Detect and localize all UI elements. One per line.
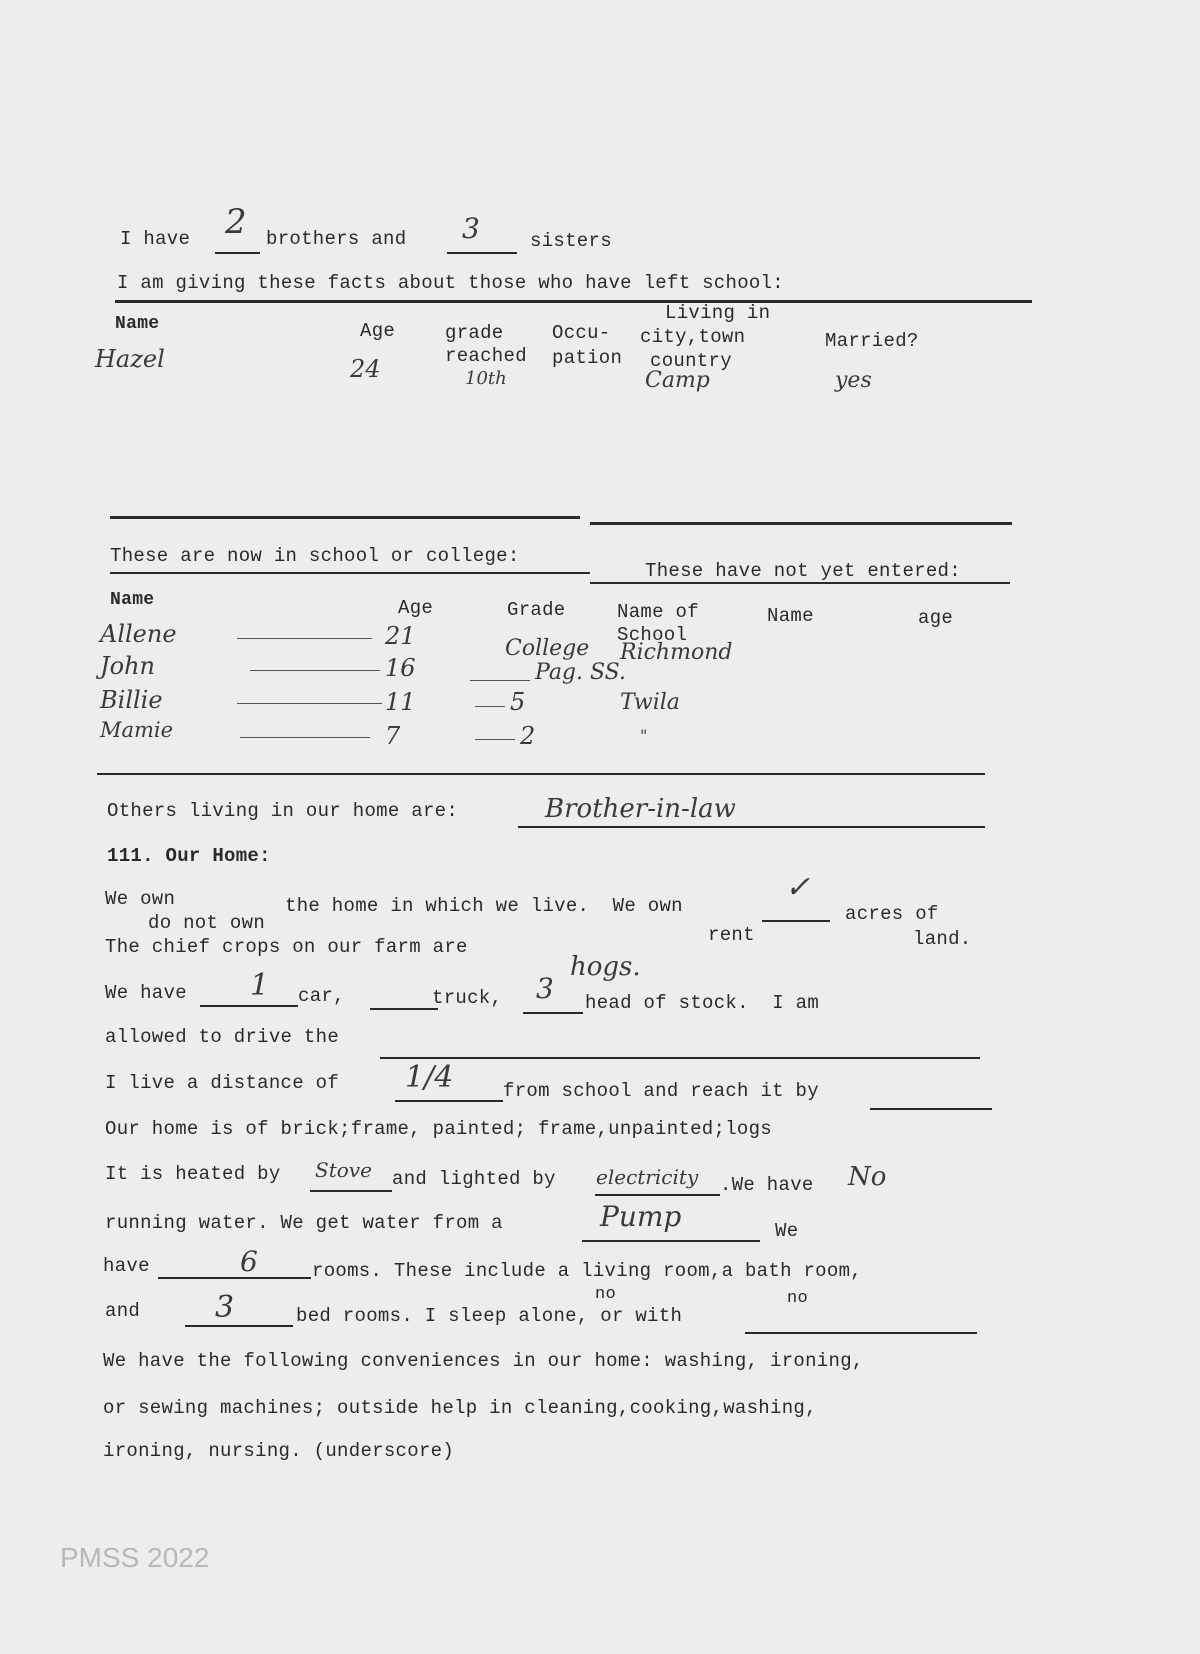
school-row-grade[interactable]: College [505, 636, 590, 661]
row-dash [237, 638, 372, 639]
stock-label: head of stock. I am [585, 992, 820, 1014]
acres-label: acres of [845, 903, 939, 925]
left-living[interactable]: Camp [645, 368, 710, 393]
school-row-grade[interactable]: 2 [520, 722, 536, 750]
school-col-school-2: School [617, 624, 688, 646]
conveniences-2: or sewing machines; outside help in cleaning,cooking,washing, [103, 1397, 817, 1419]
distance-suffix: from school and reach it by [503, 1080, 819, 1102]
school-row-grade[interactable]: 5 [510, 688, 526, 716]
sleep-with-blank [745, 1332, 977, 1334]
acres-blank [762, 920, 830, 922]
col-living-2: city,town [640, 326, 746, 348]
school-row-school[interactable]: Richmond [620, 640, 733, 665]
conveniences-3: ironing, nursing. (underscore) [103, 1440, 455, 1462]
distance-value[interactable]: 1/4 [405, 1060, 454, 1095]
school-row-age[interactable]: 7 [385, 722, 401, 750]
not-entered-heading: These have not yet entered: [645, 560, 961, 582]
school-row-age[interactable]: 11 [385, 688, 416, 716]
car-label: car, [298, 985, 345, 1007]
row-dash [237, 703, 382, 704]
school-col-school-1: Name of [617, 601, 699, 623]
lighted-label: and lighted by [392, 1168, 556, 1190]
distance-blank [395, 1100, 503, 1102]
truck-blank [370, 1008, 438, 1010]
col-living-3: country [650, 350, 732, 372]
have-label: We have [105, 982, 187, 1004]
rooms-label: rooms. These include a living room,a bath room, [312, 1260, 862, 1282]
own-text: the home in which we live. We own [285, 895, 683, 917]
in-school-heading: These are now in school or college: [110, 545, 520, 567]
row-dash [475, 706, 505, 707]
school-row-school[interactable]: " [640, 726, 648, 745]
car-blank [200, 1005, 298, 1007]
school-row-name[interactable]: Allene [100, 620, 177, 648]
brothers-blank [215, 252, 260, 254]
section-title: 111. Our Home: [107, 845, 271, 867]
crops-label: The chief crops on our farm are [105, 936, 468, 958]
col-grade-1: grade [445, 322, 504, 344]
and-label: and [105, 1300, 141, 1322]
stock-value[interactable]: 3 [536, 972, 554, 1005]
lighted-value[interactable]: electricity [596, 1165, 699, 1189]
stock-note: hogs. [570, 952, 641, 982]
lighted-blank [595, 1194, 720, 1196]
not-entered-col-name: Name [767, 605, 814, 627]
col-name: Name [115, 314, 160, 334]
school-row-age[interactable]: 16 [385, 654, 416, 682]
heated-blank [310, 1190, 392, 1192]
drive-blank [380, 1057, 980, 1059]
left-grade[interactable]: 10th [465, 368, 507, 389]
section-rule-right [590, 522, 1012, 525]
col-age: Age [360, 320, 396, 342]
water-blank [582, 1240, 760, 1242]
land-label: land. [913, 928, 972, 950]
sisters-blank [447, 252, 517, 254]
heated-label: It is heated by [105, 1163, 281, 1185]
bed-blank [185, 1325, 293, 1327]
distance-label: I live a distance of [105, 1072, 340, 1094]
material-options: Our home is of brick;frame, painted; frame,unpainted;logs [105, 1118, 773, 1140]
sisters-value[interactable]: 3 [462, 212, 480, 245]
left-age[interactable]: 24 [350, 355, 381, 383]
section-rule [97, 773, 985, 775]
school-col-age: Age [398, 597, 434, 619]
acres-check[interactable]: ✓ [785, 870, 811, 905]
car-value[interactable]: 1 [250, 968, 270, 1003]
rooms-blank [158, 1277, 311, 1279]
others-label: Others living in our home are: [107, 800, 459, 822]
left-school-heading: I am giving these facts about those who have left school: [117, 272, 785, 294]
sisters-label: sisters [530, 230, 612, 252]
stock-blank [523, 1012, 583, 1014]
school-row-name[interactable]: John [100, 652, 155, 680]
school-row-name[interactable]: Mamie [100, 718, 174, 742]
row-dash [250, 670, 380, 671]
bath-note: no [787, 1289, 809, 1308]
school-row-school[interactable]: Twila [620, 690, 680, 715]
rooms-value[interactable]: 6 [240, 1245, 258, 1278]
have-rooms-label: have [103, 1255, 150, 1277]
not-entered-underline [590, 582, 1010, 584]
left-name[interactable]: Hazel [95, 345, 165, 373]
running-label: running water. We get water from a [105, 1212, 503, 1234]
row-dash [240, 737, 370, 738]
reach-blank [870, 1108, 992, 1110]
running-value[interactable]: No [848, 1162, 887, 1192]
school-row-school[interactable]: Pag. SS. [535, 660, 626, 685]
we-label: We [775, 1220, 799, 1242]
col-occupation-1: Occu- [552, 322, 611, 344]
col-married: Married? [825, 330, 919, 352]
bed-value[interactable]: 3 [215, 1290, 235, 1325]
heading-rule [115, 300, 1032, 303]
truck-label: truck, [432, 987, 503, 1009]
rent-label: rent [708, 924, 755, 946]
brothers-label: brothers and [266, 228, 407, 250]
row-dash [470, 680, 530, 681]
we-have-label: .We have [720, 1174, 814, 1196]
drive-label: allowed to drive the [105, 1026, 340, 1048]
school-col-name: Name [110, 590, 155, 610]
others-blank [518, 826, 985, 828]
school-row-name[interactable]: Billie [100, 686, 163, 714]
bed-label: bed rooms. I sleep alone, or with [296, 1305, 683, 1327]
brothers-value[interactable]: 2 [225, 202, 247, 242]
others-value[interactable]: Brother-in-law [545, 794, 736, 824]
not-entered-col-age: age [918, 607, 954, 629]
conveniences-1: We have the following conveniences in our home: washing, ironing, [103, 1350, 864, 1372]
col-grade-2: reached [445, 345, 527, 367]
left-married[interactable]: yes [835, 368, 872, 393]
siblings-prefix: I have [120, 228, 191, 250]
water-value[interactable]: Pump [600, 1200, 682, 1233]
row-dash [475, 739, 515, 740]
in-school-underline [110, 572, 590, 574]
col-living-1: Living in [665, 302, 771, 324]
section-rule-left [110, 516, 580, 519]
heated-value[interactable]: Stove [315, 1158, 372, 1182]
col-occupation-2: pation [552, 347, 623, 369]
school-col-grade: Grade [507, 599, 566, 621]
own-label: We own [105, 888, 176, 910]
do-not-own: do not own [148, 912, 266, 934]
watermark: PMSS 2022 [60, 1542, 210, 1573]
alone-note: no [595, 1285, 617, 1304]
school-row-age[interactable]: 21 [385, 622, 416, 650]
